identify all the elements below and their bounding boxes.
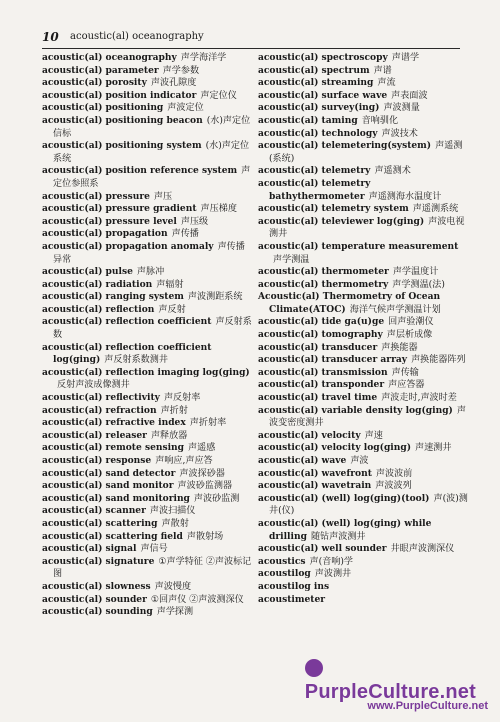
entry-definition: 声散射场 [186, 531, 224, 542]
dictionary-entry [42, 266, 252, 279]
dictionary-entry [42, 65, 252, 78]
entry-definition: 声(音响)学 [309, 556, 354, 567]
entry-term: acoustic(al) telemetry system [258, 203, 409, 215]
brand-name: PurpleCulture.net [305, 658, 476, 704]
entry-term: acoustic(al) velocity log(ging) [258, 442, 412, 454]
entry-term: acoustic(al) technology [258, 127, 378, 139]
dictionary-entry [42, 531, 252, 544]
dictionary-entry [258, 442, 468, 455]
entry-definition: 声遥测系统 [412, 204, 459, 215]
entry-term: acoustic(al) temperature measurement [258, 240, 459, 252]
entry-definition: 声定位参照系 [53, 166, 251, 189]
entry-definition: (水)声定位系统 [53, 141, 250, 164]
entry-definition: 声学探测 [156, 607, 194, 618]
dictionary-entry [258, 316, 468, 329]
entry-term: acoustic(al) pressure level [42, 215, 177, 227]
entry-term: acoustic(al) transponder [258, 379, 385, 391]
entry-definition: 声压级 [180, 216, 209, 227]
dictionary-entry [42, 606, 252, 619]
entry-definition: 声学测温 [273, 254, 310, 265]
dictionary-entry [42, 52, 252, 65]
entry-definition: ①回声仪 ②声波测深仪 [150, 594, 244, 605]
entry-term: acoustic(al) wavefront [258, 467, 372, 479]
entry-term: acoustic(al) positioning system [42, 140, 202, 152]
entry-definition: 声反射 [158, 304, 186, 315]
entry-definition: 声波定位 [167, 103, 204, 114]
dictionary-entry [42, 279, 252, 292]
entry-term: acoustic(al) sand detector [42, 467, 176, 479]
dictionary-entry [258, 468, 468, 481]
dictionary-entry [258, 291, 468, 316]
entry-definition: 声压梯度 [200, 204, 237, 215]
entry-definition: 声反射系数 [53, 317, 252, 341]
dictionary-entry [258, 128, 468, 141]
entry-definition: 声波测井 [314, 569, 352, 580]
entry-definition: 反射声波成像测井 [57, 380, 130, 391]
entry-term: acoustic(al) telemetering(system) [258, 140, 432, 152]
watermark-url: www.PurpleCulture.net [367, 700, 488, 712]
entry-definition: 井眼声波测深仪 [390, 544, 455, 555]
dictionary-entry [258, 455, 468, 468]
entry-definition: 声波扫描仪 [149, 506, 196, 517]
entry-definition: 声学海洋学 [180, 53, 227, 63]
entry-term: acoustic(al) spectrum [258, 64, 370, 76]
dictionary-entry [42, 493, 252, 506]
entry-term: acoustimeter [258, 593, 326, 605]
entry-term: acoustic(al) taming [258, 114, 358, 126]
entry-term: acoustic(al) radiation [42, 278, 153, 290]
entry-term: acoustic(al) streaming [258, 77, 374, 89]
entry-definition: 声波走时,声波时差 [381, 393, 457, 404]
entry-term: acoustic(al) reflection coefficient [42, 316, 212, 328]
right-column [258, 52, 468, 700]
entry-term: Acoustic(al) Thermometry of Ocean Climate(ATOC) [258, 291, 441, 315]
entry-definition: 声波 [350, 456, 369, 466]
entry-term: acoustic(al) slowness [42, 580, 151, 592]
entry-term: acoustic(al) signal [42, 543, 137, 555]
entry-term: acoustic(al) spectroscopy [258, 52, 388, 63]
dictionary-entry [42, 543, 252, 556]
dictionary-entry [42, 455, 252, 468]
dictionary-entry [258, 480, 468, 493]
dictionary-entry [258, 266, 468, 279]
dictionary-entry [42, 581, 252, 594]
entry-term: acoustic(al) reflection [42, 303, 155, 315]
watermark-logo [304, 658, 488, 703]
entry-definition: 海洋气候声学测温计划 [349, 304, 441, 315]
entry-term: acoustic(al) ranging system [42, 291, 184, 303]
dictionary-entry [258, 543, 468, 556]
entry-term: acoustic(al) survey(ing) [258, 102, 380, 114]
dictionary-entry [258, 203, 468, 216]
entry-definition: 声换能器阵列 [411, 355, 466, 366]
entry-definition: 声传播 [171, 229, 199, 240]
entry-definition: 声遥感 [188, 443, 216, 454]
entry-term: acoustic(al) pressure [42, 190, 150, 202]
entry-definition: 声应答器 [388, 380, 425, 391]
dictionary-entry [42, 90, 252, 103]
entry-term: acoustic(al) transducer [258, 341, 378, 353]
entry-definition: 声谱学 [391, 53, 420, 63]
entry-definition: 声波探砂器 [179, 468, 225, 479]
entry-definition: 声反射系数测井 [104, 355, 168, 366]
dictionary-entry [258, 279, 468, 292]
entry-definition: 声遥测(系统) [269, 141, 463, 164]
dictionary-entry [258, 216, 468, 241]
entry-term: acoustic(al) oceanography [42, 52, 177, 63]
dictionary-entry [42, 518, 252, 531]
page-number: 10 [42, 30, 59, 44]
dictionary-entry [258, 241, 468, 266]
entry-definition: 声波测量 [383, 103, 420, 114]
entry-term: acoustic(al) porosity [42, 77, 147, 89]
page-header [42, 28, 460, 49]
entry-term: acoustic(al) pulse [42, 266, 133, 278]
dictionary-entry [42, 316, 252, 341]
entry-definition: 声波波前 [375, 468, 413, 479]
entry-definition: 音响驯化 [361, 115, 399, 126]
dictionary-entry [258, 329, 468, 342]
entry-term: acoustic(al) positioning [42, 102, 164, 114]
entry-definition: 声层析成像 [386, 330, 433, 341]
dictionary-entry [42, 291, 252, 304]
entry-term: acoustic(al) refractive index [42, 417, 186, 429]
dictionary-entry [258, 165, 468, 178]
dictionary-entry [42, 241, 252, 266]
entry-definition: 声换能器 [381, 342, 418, 353]
left-column [42, 52, 252, 700]
dictionary-entry [258, 518, 468, 543]
dictionary-entry [258, 342, 468, 355]
dictionary-entry [258, 90, 468, 103]
entry-definition: 声表面波 [391, 90, 428, 101]
entry-definition: 声响应,声应答 [155, 456, 213, 466]
entry-definition: 声压 [153, 191, 173, 202]
dictionary-entry [42, 304, 252, 317]
entry-term: acoustic(al) telemetry [258, 165, 371, 177]
entry-term: acoustic(al) remote sensing [42, 442, 185, 454]
entry-definition: 声波测距系统 [187, 292, 243, 303]
entry-term: acoustilog [258, 568, 311, 580]
entry-definition: 声脉冲 [136, 267, 165, 278]
entry-term: acoustic(al) sand monitor [42, 480, 174, 492]
dictionary-entry [258, 367, 468, 380]
entry-definition: 声信号 [140, 544, 168, 555]
dictionary-entry [42, 367, 252, 392]
entry-term: acoustic(al) signature [42, 555, 155, 567]
entry-definition: 声传播异常 [53, 241, 245, 265]
dictionary-entry [42, 165, 252, 190]
entry-term: acoustic(al) scanner [42, 505, 146, 517]
entry-term: acoustic(al) sand monitoring [42, 492, 190, 504]
entry-term: acoustic(al) propagation anomaly [42, 240, 214, 252]
dictionary-entry [258, 102, 468, 115]
entry-definition: 声折射 [160, 405, 188, 416]
entry-definition: 声波砂监测器 [177, 481, 233, 492]
dictionary-entry [258, 379, 468, 392]
dictionary-entry [42, 392, 252, 405]
entry-definition: 声波电视测井 [269, 216, 465, 240]
entry-definition: 声波砂监测 [193, 493, 240, 504]
entry-definition: 声学参数 [162, 65, 200, 76]
entry-term: acoustic(al) tomography [258, 329, 383, 341]
entry-definition: 声流 [377, 78, 396, 89]
entry-term: acoustic(al) well sounder [258, 543, 387, 555]
entry-term: acoustics [258, 555, 306, 567]
brand-icon [305, 659, 323, 677]
dictionary-entry [258, 77, 468, 90]
dictionary-entry [258, 65, 468, 78]
entry-term: acoustic(al) position indicator [42, 89, 197, 101]
entry-term: acoustic(al) response [42, 455, 152, 466]
dictionary-entry [42, 405, 252, 418]
entry-definition: 声反射率 [163, 393, 201, 404]
dictionary-entry [42, 430, 252, 443]
dictionary-entry [258, 115, 468, 128]
dictionary-entry [258, 430, 468, 443]
dictionary-entry [42, 115, 252, 140]
dictionary-entry [42, 342, 252, 367]
entry-term: acoustic(al) scattering [42, 517, 158, 529]
entry-definition: 声学温度计 [392, 267, 439, 278]
entry-term: acoustic(al) position reference system [42, 165, 238, 177]
entry-term: acoustic(al) reflection imaging log(ging) [42, 366, 250, 378]
entry-term: acoustic(al) transducer array [258, 354, 408, 366]
dictionary-columns [42, 52, 468, 700]
dictionary-entry [258, 556, 468, 569]
entry-definition: 回声验潮仪 [388, 317, 434, 328]
entry-term: acoustic(al) travel time [258, 392, 378, 404]
dictionary-entry [258, 354, 468, 367]
entry-definition: (水)声定位信标 [53, 115, 251, 139]
entry-term: acoustic(al) variable density log(ging) [258, 404, 453, 416]
entry-definition: 声波技术 [381, 128, 418, 139]
dictionary-entry [258, 392, 468, 405]
entry-term: acoustic(al) tide ga(u)ge [258, 316, 385, 328]
dictionary-entry [258, 52, 468, 65]
entry-term: acoustilog ins [258, 580, 330, 592]
entry-term: acoustic(al) releaser [42, 429, 147, 441]
entry-definition: 声谱 [373, 65, 392, 76]
dictionary-entry [258, 405, 468, 430]
entry-term: acoustic(al) scattering field [42, 530, 183, 542]
entry-term: acoustic(al) refraction [42, 404, 157, 416]
entry-definition: 声速测井 [415, 443, 452, 454]
dictionary-entry [42, 228, 252, 241]
entry-term: acoustic(al) parameter [42, 64, 159, 76]
entry-definition: 声波波列 [375, 481, 412, 492]
entry-definition: 声遥测海水温度计 [368, 191, 442, 202]
entry-term: acoustic(al) sounder [42, 593, 147, 605]
entry-definition: 声折射率 [189, 418, 227, 429]
entry-term: acoustic(al) thermometer [258, 266, 389, 278]
entry-term: acoustic(al) wave [258, 455, 347, 466]
entry-term: acoustic(al) telemetry bathythermometer [258, 177, 371, 202]
dictionary-entry [258, 140, 468, 165]
dictionary-entry [42, 505, 252, 518]
entry-term: acoustic(al) propagation [42, 228, 168, 240]
entry-definition: ①声学特征 ②声波标记图 [53, 556, 252, 580]
dictionary-entry [42, 191, 252, 204]
entry-term: acoustic(al) surface wave [258, 89, 388, 101]
dictionary-entry [42, 556, 252, 581]
dictionary-entry [258, 568, 468, 581]
dictionary-entry [42, 77, 252, 90]
dictionary-entry [42, 102, 252, 115]
entry-definition: 声速 [364, 430, 383, 441]
dictionary-entry [258, 594, 468, 607]
entry-definition: 声波孔隙度 [150, 78, 197, 89]
entry-definition: 声(波)测井(仪) [269, 493, 468, 517]
entry-definition: 随钻声波测井 [310, 531, 366, 542]
entry-definition: 声释放器 [150, 430, 188, 441]
entry-term: acoustic(al) (well) log(ging) while drilling [258, 517, 432, 542]
entry-term: acoustic(al) positioning beacon [42, 114, 203, 126]
dictionary-entry [42, 203, 252, 216]
entry-term: acoustic(al) pressure gradient [42, 203, 197, 215]
entry-term: acoustic(al) reflection coefficient log(ging) [42, 341, 212, 366]
entry-definition: 声散射 [161, 518, 189, 529]
dictionary-entry [42, 468, 252, 481]
dictionary-entry [258, 493, 468, 518]
dictionary-entry [42, 417, 252, 430]
entry-definition: 声波变密度测井 [269, 405, 466, 429]
dictionary-entry [42, 480, 252, 493]
running-head: acoustic(al) oceanography [70, 31, 204, 42]
dictionary-entry [42, 216, 252, 229]
entry-term: acoustic(al) sounding [42, 606, 153, 618]
entry-term: acoustic(al) reflectivity [42, 392, 160, 404]
dictionary-entry [258, 581, 468, 594]
entry-term: acoustic(al) (well) log(ging)(tool) [258, 492, 430, 504]
entry-term: acoustic(al) thermometry [258, 278, 389, 290]
dictionary-entry [258, 178, 468, 203]
entry-term: acoustic(al) televiewer log(ging) [258, 215, 425, 227]
entry-definition: 声定位仪 [200, 90, 237, 101]
entry-term: acoustic(al) transmission [258, 366, 388, 378]
entry-definition: 声辐射 [156, 279, 184, 290]
dictionary-entry [42, 140, 252, 165]
dictionary-entry [42, 594, 252, 607]
dictionary-entry [42, 442, 252, 455]
entry-definition: 声遥测术 [374, 166, 411, 177]
entry-definition: 声波慢度 [154, 581, 192, 592]
entry-term: acoustic(al) wavetrain [258, 480, 372, 492]
entry-definition: 声传输 [391, 367, 419, 378]
entry-term: acoustic(al) velocity [258, 429, 361, 441]
entry-definition: 声学测温(法) [392, 279, 445, 290]
